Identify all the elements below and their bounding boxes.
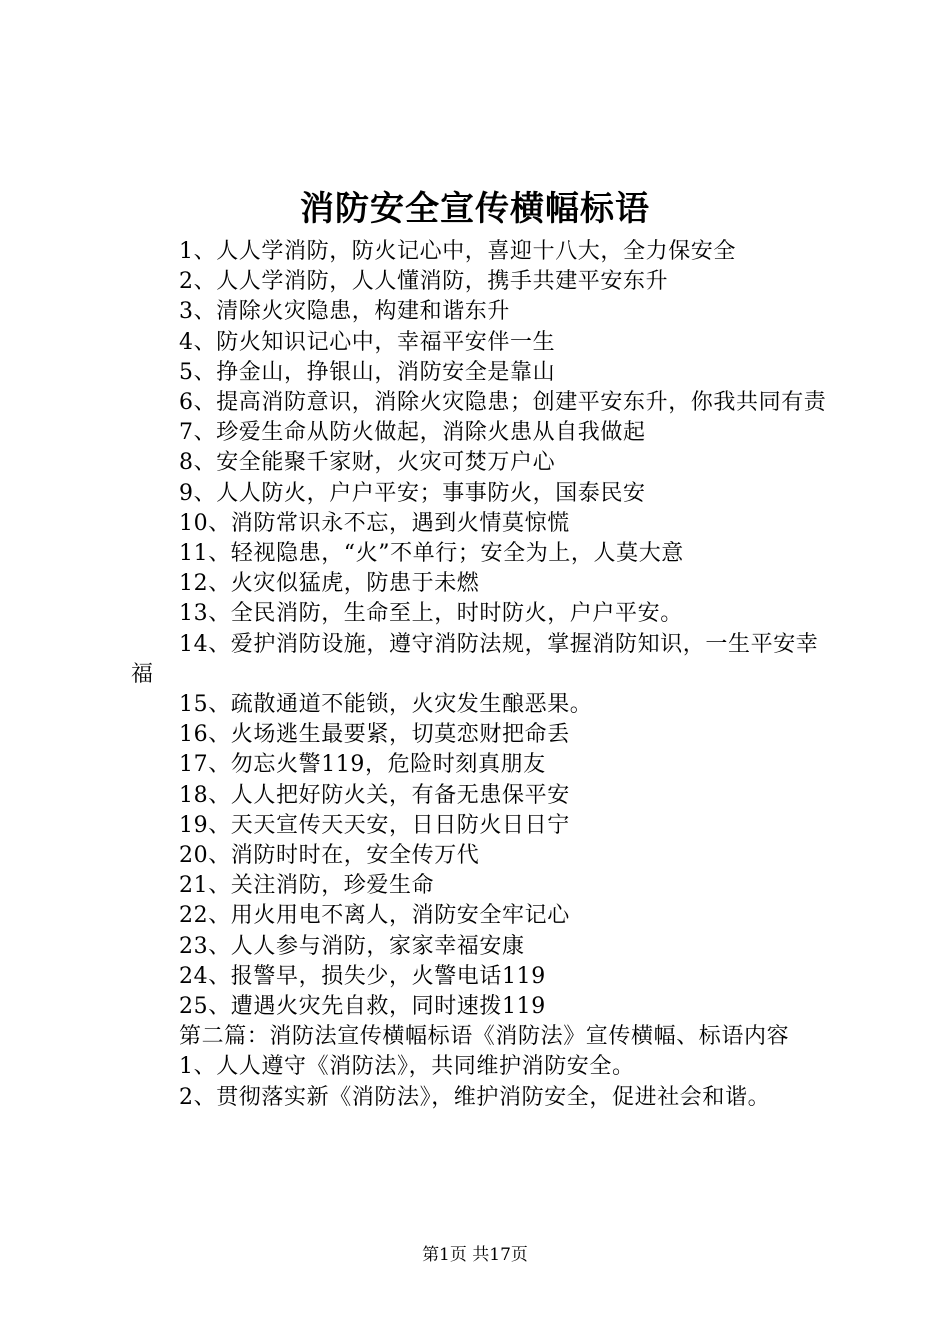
text-line: 8、安全能聚千家财，火灾可焚万户心 [179, 450, 556, 476]
text-line: 11、轻视隐患，“火”不单行；安全为上，人莫大意 [179, 541, 684, 567]
text-line: 6、提高消防意识，消除火灾隐患；创建平安东升，你我共同有责 [179, 390, 827, 416]
text-line: 19、天天宣传天天安，日日防火日日宁 [179, 812, 570, 838]
text-line: 17、勿忘火警119，危险时刻真朋友 [179, 752, 546, 778]
text-line: 10、消防常识永不忘，遇到火情莫惊慌 [179, 510, 570, 536]
document-body [131, 237, 836, 1113]
text-line: 16、火场逃生最要紧，切莫恋财把命丢 [179, 722, 570, 748]
text-line: 9、人人防火，户户平安；事事防火，国泰民安 [179, 480, 646, 506]
text-line: 第二篇：消防法宣传横幅标语《消防法》宣传横幅、标语内容 [179, 1024, 790, 1050]
text-line: 24、报警早，损失少，火警电话119 [179, 963, 546, 989]
text-line: 15、疏散通道不能锁，火灾发生酿恶果。 [179, 692, 593, 718]
document-title: 消防安全宣传横幅标语 [300, 189, 650, 229]
text-line: 7、珍爱生命从防火做起，消除火患从自我做起 [179, 420, 646, 446]
text-line: 13、全民消防，生命至上，时时防火，户户平安。 [179, 601, 683, 627]
page-footer: 第1页 共17页 [422, 1245, 528, 1265]
text-line: 22、用火用电不离人，消防安全牢记心 [179, 903, 570, 929]
text-line: 1、人人学消防，防火记心中，喜迎十八大，全力保安全 [179, 239, 736, 264]
text-line: 25、遭遇火灾先自救，同时速拨119 [179, 994, 546, 1020]
text-line: 14、爱护消防设施，遵守消防法规，掌握消防知识，一生平安幸福 [131, 631, 819, 687]
text-line: 3、清除火灾隐患，构建和谐东升 [179, 299, 510, 325]
text-line: 21、关注消防，珍爱生命 [179, 873, 435, 899]
text-line: 4、防火知识记心中，幸福平安伴一生 [179, 329, 556, 355]
text-line: 23、人人参与消防，家家幸福安康 [179, 933, 525, 959]
text-line: 1、人人遵守《消防法》，共同维护消防安全。 [179, 1054, 635, 1080]
text-line: 12、火灾似猛虎，防患于未燃 [179, 571, 480, 597]
text-line: 2、人人学消防，人人懂消防，携手共建平安东升 [179, 269, 669, 295]
text-line: 18、人人把好防火关，有备无患保平安 [179, 782, 570, 808]
text-line: 5、挣金山，挣银山，消防安全是靠山 [179, 359, 556, 385]
text-line: 2、贯彻落实新《消防法》，维护消防安全，促进社会和谐。 [179, 1084, 771, 1110]
text-line: 20、消防时时在，安全传万代 [179, 843, 480, 869]
